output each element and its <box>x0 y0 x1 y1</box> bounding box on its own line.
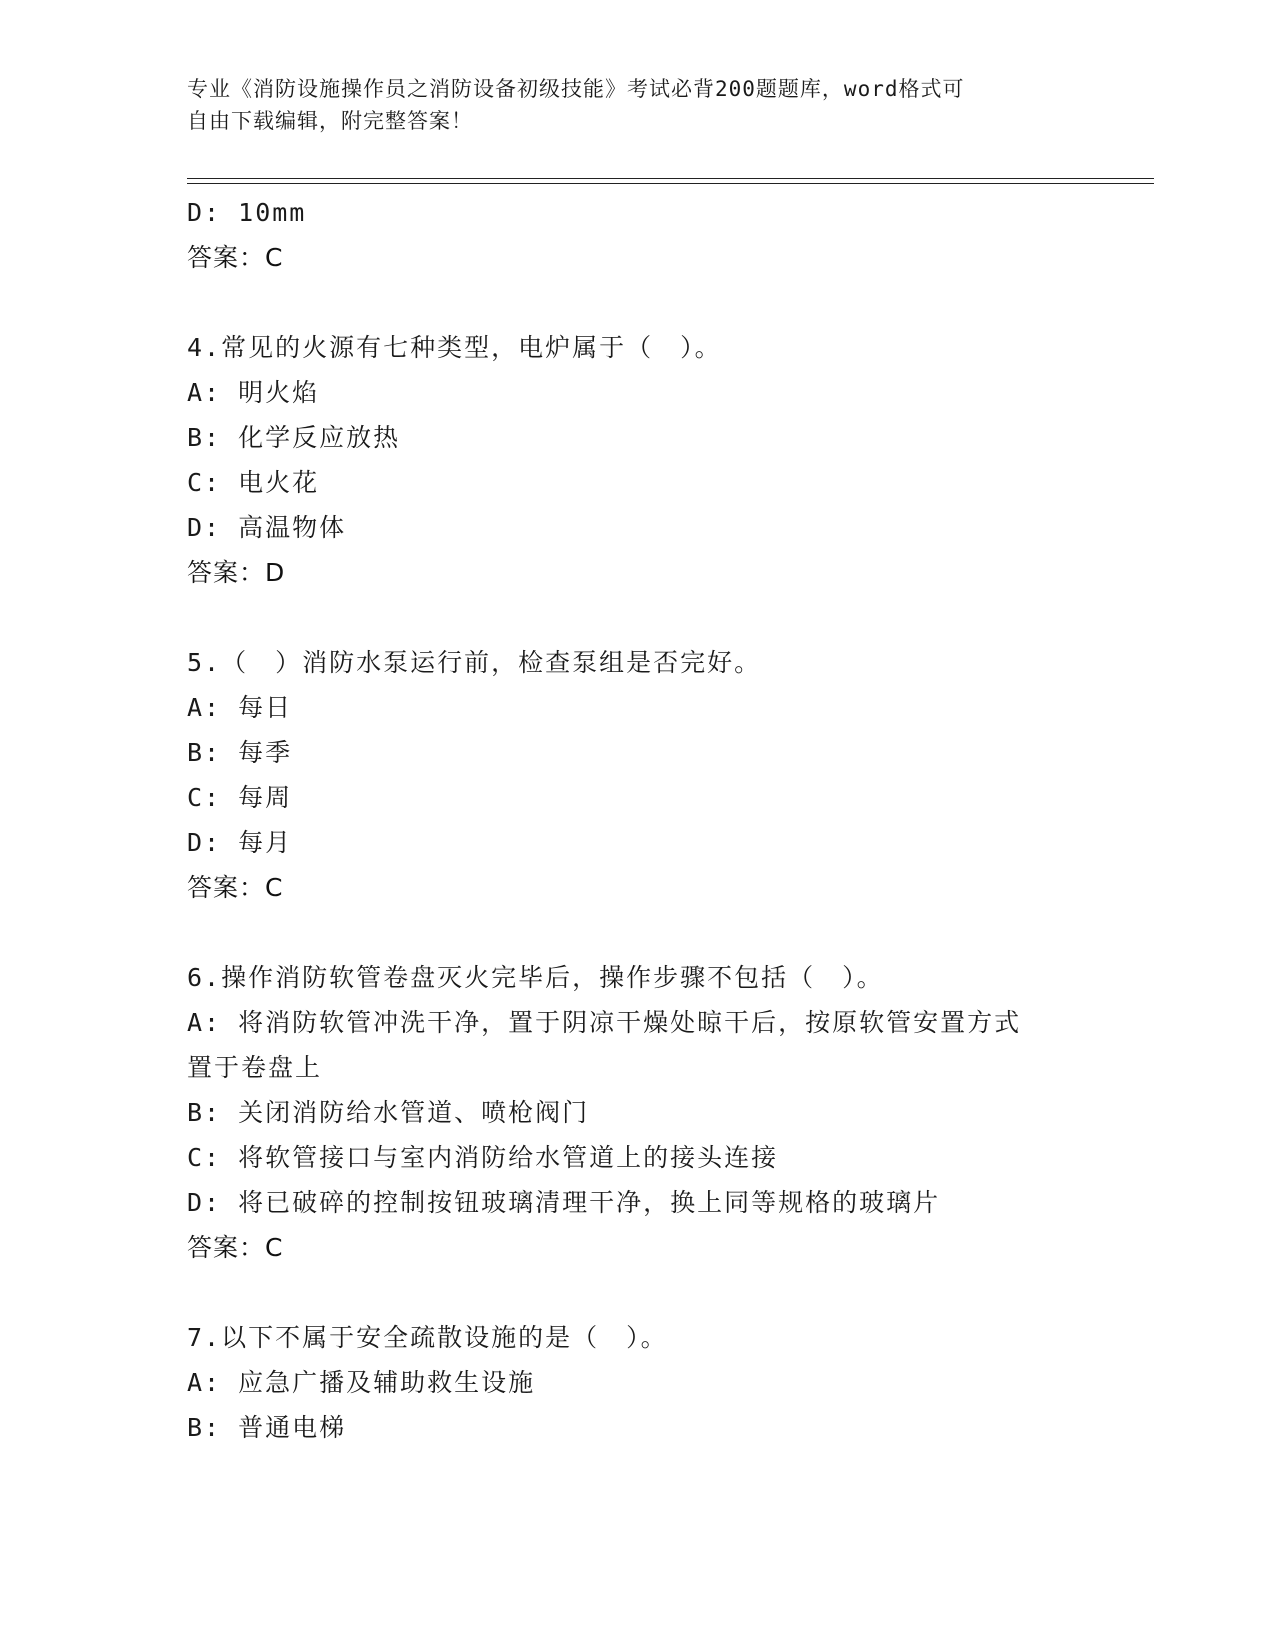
question-stem: 5.（ ）消防水泵运行前，检查泵组是否完好。 <box>187 648 762 677</box>
option-a: A: 明火焰 <box>187 378 320 407</box>
header-rule-top <box>187 178 1154 179</box>
header-rule-bottom <box>187 183 1154 184</box>
option-a: A: 每日 <box>187 693 293 722</box>
question-block-5 <box>187 640 1117 910</box>
option-d: D: 将已破碎的控制按钮玻璃清理干净，换上同等规格的玻璃片 <box>187 1188 941 1217</box>
question-stem: 6.操作消防软管卷盘灭火完毕后，操作步骤不包括（ ）。 <box>187 963 884 992</box>
header-title-line-2: 自由下载编辑，附完整答案！ <box>187 109 473 133</box>
option-b: B: 每季 <box>187 738 293 767</box>
answer-line: 答案：C <box>187 1233 284 1262</box>
question-stem: 4.常见的火源有七种类型，电炉属于（ ）。 <box>187 333 722 362</box>
option-d: D: 高温物体 <box>187 513 347 542</box>
option-d: D: 10mm <box>187 198 307 227</box>
spacer <box>187 1270 1117 1315</box>
question-block-prev <box>187 190 1117 280</box>
question-stem: 7.以下不属于安全疏散设施的是（ ）。 <box>187 1323 668 1352</box>
option-b: B: 普通电梯 <box>187 1413 347 1442</box>
spacer <box>187 910 1117 955</box>
option-c: C: 电火花 <box>187 468 320 497</box>
answer-line: 答案：C <box>187 243 284 272</box>
option-a-line-2: 置于卷盘上 <box>187 1053 323 1082</box>
spacer <box>187 595 1117 640</box>
question-block-4 <box>187 325 1117 595</box>
option-b: B: 关闭消防给水管道、喷枪阀门 <box>187 1098 590 1127</box>
option-c: C: 将软管接口与室内消防给水管道上的接头连接 <box>187 1143 779 1172</box>
option-b: B: 化学反应放热 <box>187 423 401 452</box>
question-list <box>187 190 1117 1450</box>
question-block-6 <box>187 955 1117 1270</box>
answer-line: 答案：D <box>187 558 286 587</box>
header-title-line-1: 专业《消防设施操作员之消防设备初级技能》考试必背200题题库，word格式可 <box>187 77 965 101</box>
option-d: D: 每月 <box>187 828 293 857</box>
option-a-line-1: A: 将消防软管冲洗干净，置于阴凉干燥处晾干后，按原软管安置方式 <box>187 1008 1022 1037</box>
option-c: C: 每周 <box>187 783 293 812</box>
answer-line: 答案：C <box>187 873 284 902</box>
option-a: A: 应急广播及辅助救生设施 <box>187 1368 536 1397</box>
spacer <box>187 280 1117 325</box>
document-header <box>187 73 1087 137</box>
question-block-7 <box>187 1315 1117 1450</box>
